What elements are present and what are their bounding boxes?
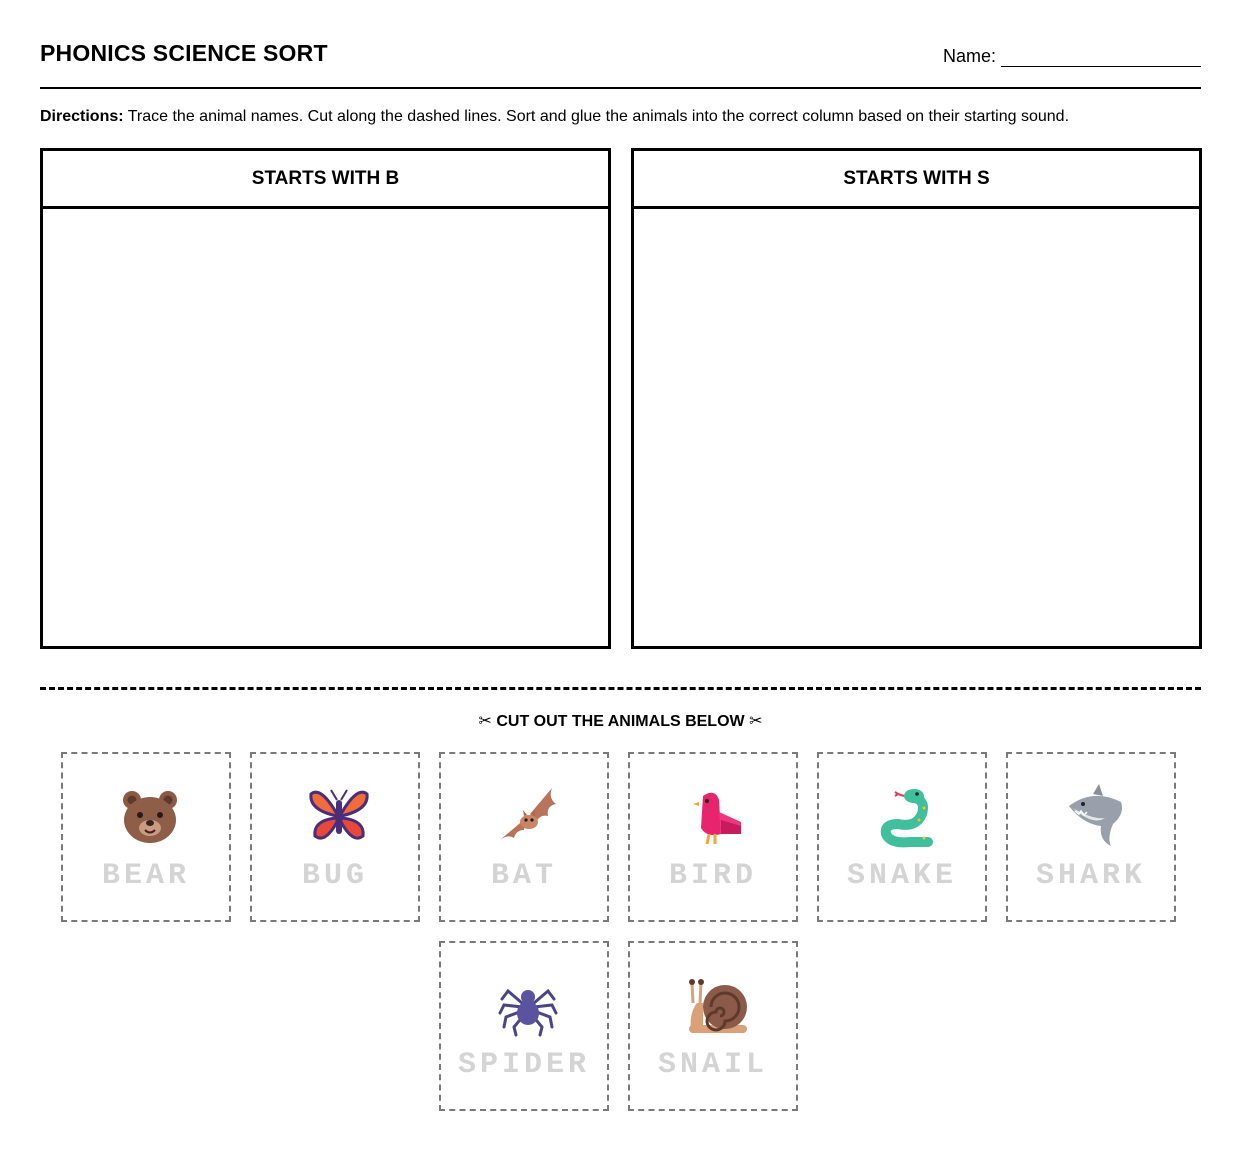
header-divider (40, 87, 1201, 89)
card-bat[interactable] (439, 752, 609, 922)
card-word: SNAIL (657, 1048, 768, 1082)
spider-icon (496, 973, 560, 1037)
card-bear[interactable] (61, 752, 231, 922)
card-bug[interactable] (250, 752, 420, 922)
card-bird[interactable] (628, 752, 798, 922)
drop-area-s[interactable] (634, 209, 1199, 646)
name-label: Name: (943, 46, 997, 66)
cut-instruction: ✂ CUT OUT THE ANIMALS BELOW ✂ (478, 713, 763, 730)
directions-label: Directions: (40, 108, 124, 125)
directions-text: Trace the animal names. Cut along the dashed lines. Sort and glue the animals into the correct column based on their starting sound. (127, 108, 1070, 125)
card-word: BIRD (668, 859, 757, 893)
card-word: BUG (301, 859, 368, 893)
page-title: PHONICS SCIENCE SORT (40, 40, 328, 66)
bird-icon (685, 784, 749, 848)
card-shark[interactable] (1006, 752, 1176, 922)
column-heading-s: STARTS WITH S (634, 151, 1199, 209)
card-word: BAT (490, 859, 557, 893)
name-field (943, 46, 1201, 67)
bat-icon (496, 784, 560, 848)
cut-line (40, 687, 1201, 690)
snake-icon (874, 784, 938, 848)
name-input-line[interactable] (1001, 51, 1201, 67)
card-word: BEAR (101, 859, 190, 893)
card-word: SNAKE (846, 859, 957, 893)
card-spider[interactable] (439, 941, 609, 1111)
shark-icon (1063, 784, 1127, 848)
card-snail[interactable] (628, 941, 798, 1111)
sort-column-s (631, 148, 1202, 649)
card-word: SHARK (1035, 859, 1146, 893)
directions (40, 108, 1201, 126)
card-snake[interactable] (817, 752, 987, 922)
bear-icon (118, 784, 182, 848)
snail-icon (685, 973, 749, 1037)
column-heading-b: STARTS WITH B (43, 151, 608, 209)
butterfly-icon (307, 784, 371, 848)
sort-column-b (40, 148, 611, 649)
card-word: SPIDER (457, 1048, 591, 1082)
drop-area-b[interactable] (43, 209, 608, 646)
